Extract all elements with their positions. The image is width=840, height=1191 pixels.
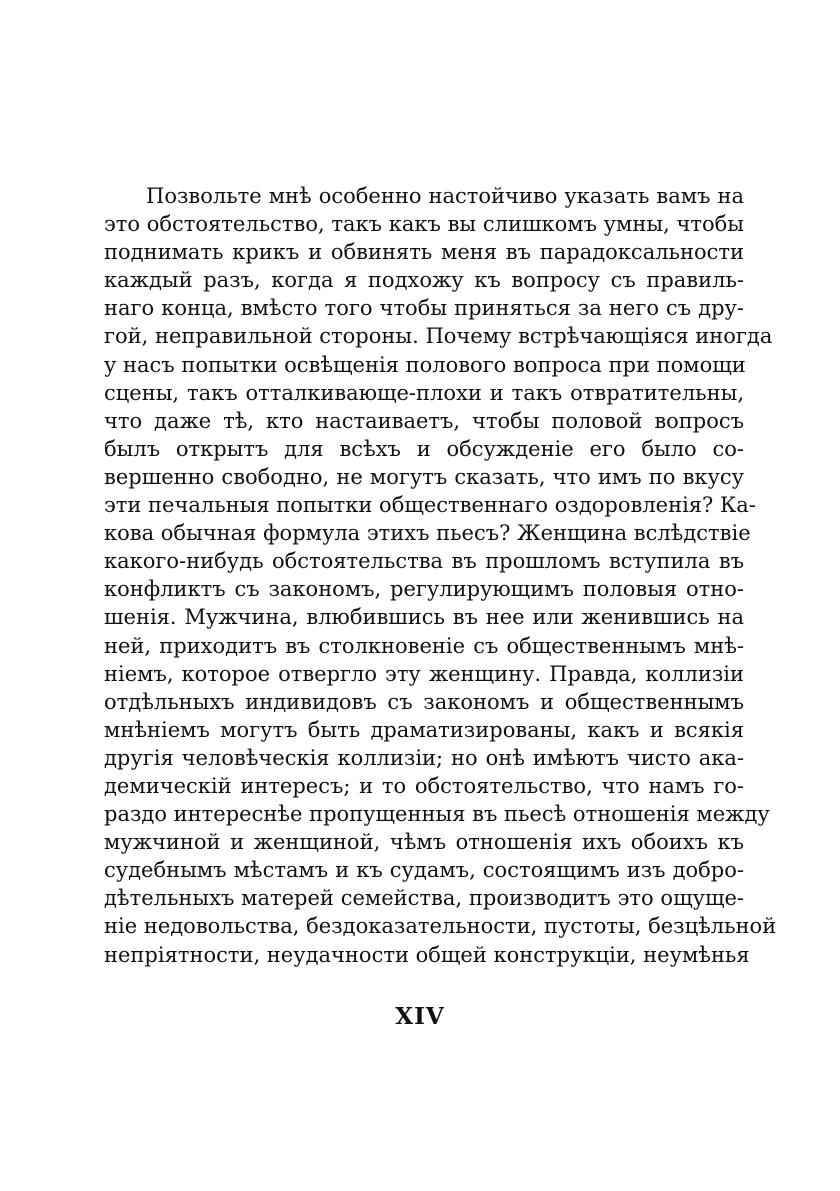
text-line: конфликтъ съ закономъ, регулирующимъ половыя отно- [104, 577, 744, 602]
text-line: гой, неправильной стороны. Почему встрѣчающіяся иногда [104, 324, 773, 349]
text-line: непріятности, неудачности общей конструкціи, неумѣнья [104, 942, 750, 967]
text-line: мужчиной и женщиной, чѣмъ отношенія ихъ обоихъ къ [104, 830, 744, 855]
text-line: поднимать крикъ и обвинять меня въ парадоксальности [104, 240, 744, 265]
text-line: ніемъ, которое отвергло эту женщину. Правда, коллизіи [104, 661, 744, 686]
text-line: наго конца, вмѣсто того чтобы приняться за него съ дру- [104, 296, 744, 321]
text-line: Позвольте мнѣ особенно настойчиво указать вамъ на [146, 184, 744, 208]
text-line: какого-нибудь обстоятельства въ прошломъ вступила въ [104, 549, 744, 574]
body-text [104, 182, 777, 969]
text-line: сцены, такъ отталкивающе-плохи и такъ отвратительны, [104, 380, 744, 405]
text-line: дѣтельныхъ матерей семейства, производитъ это ощуще- [104, 886, 744, 911]
text-line: ней, приходитъ въ столкновеніе съ общественнымъ мнѣ- [104, 633, 744, 658]
text-line: каждый разъ, когда я подхожу къ вопросу съ правиль- [104, 268, 744, 293]
text-line: шенія. Мужчина, влюбившись въ нее или женившись на [104, 605, 744, 630]
text-line: другія человѣческія коллизіи; но онѣ имѣютъ чисто ака- [104, 745, 744, 770]
text-line: эти печальныя попытки общественнаго оздоровленія? Ка- [104, 493, 756, 518]
text-line: что даже тѣ, кто настаиваетъ, чтобы половой вопросъ [104, 408, 744, 433]
text-line: мнѣніемъ могутъ быть драматизированы, какъ и всякія [104, 717, 744, 742]
text-line: это обстоятельство, такъ какъ вы слишкомъ умны, чтобы [104, 212, 744, 237]
text-line: раздо интереснѣе пропущенныя въ пьесѣ отношенія между [104, 802, 770, 827]
text-line: отдѣльныхъ индивидовъ съ закономъ и общественнымъ [104, 689, 744, 714]
text-line: у насъ попытки освѣщенія полового вопроса при помощи [104, 352, 746, 377]
text-line: былъ открытъ для всѣхъ и обсужденіе его было со- [104, 436, 744, 461]
text-line: судебнымъ мѣстамъ и къ судамъ, состоящимъ изъ добро- [104, 858, 744, 883]
text-line: ніе недовольства, бездоказательности, пустоты, безцѣльной [104, 914, 777, 939]
page-number: XIV [395, 1003, 445, 1030]
text-line: кова обычная формула этихъ пьесъ? Женщина вслѣдствіе [104, 521, 751, 546]
text-line: вершенно свободно, не могутъ сказать, что имъ по вкусу [104, 464, 744, 489]
text-line: демическій интересъ; и то обстоятельство, что намъ го- [104, 773, 744, 798]
